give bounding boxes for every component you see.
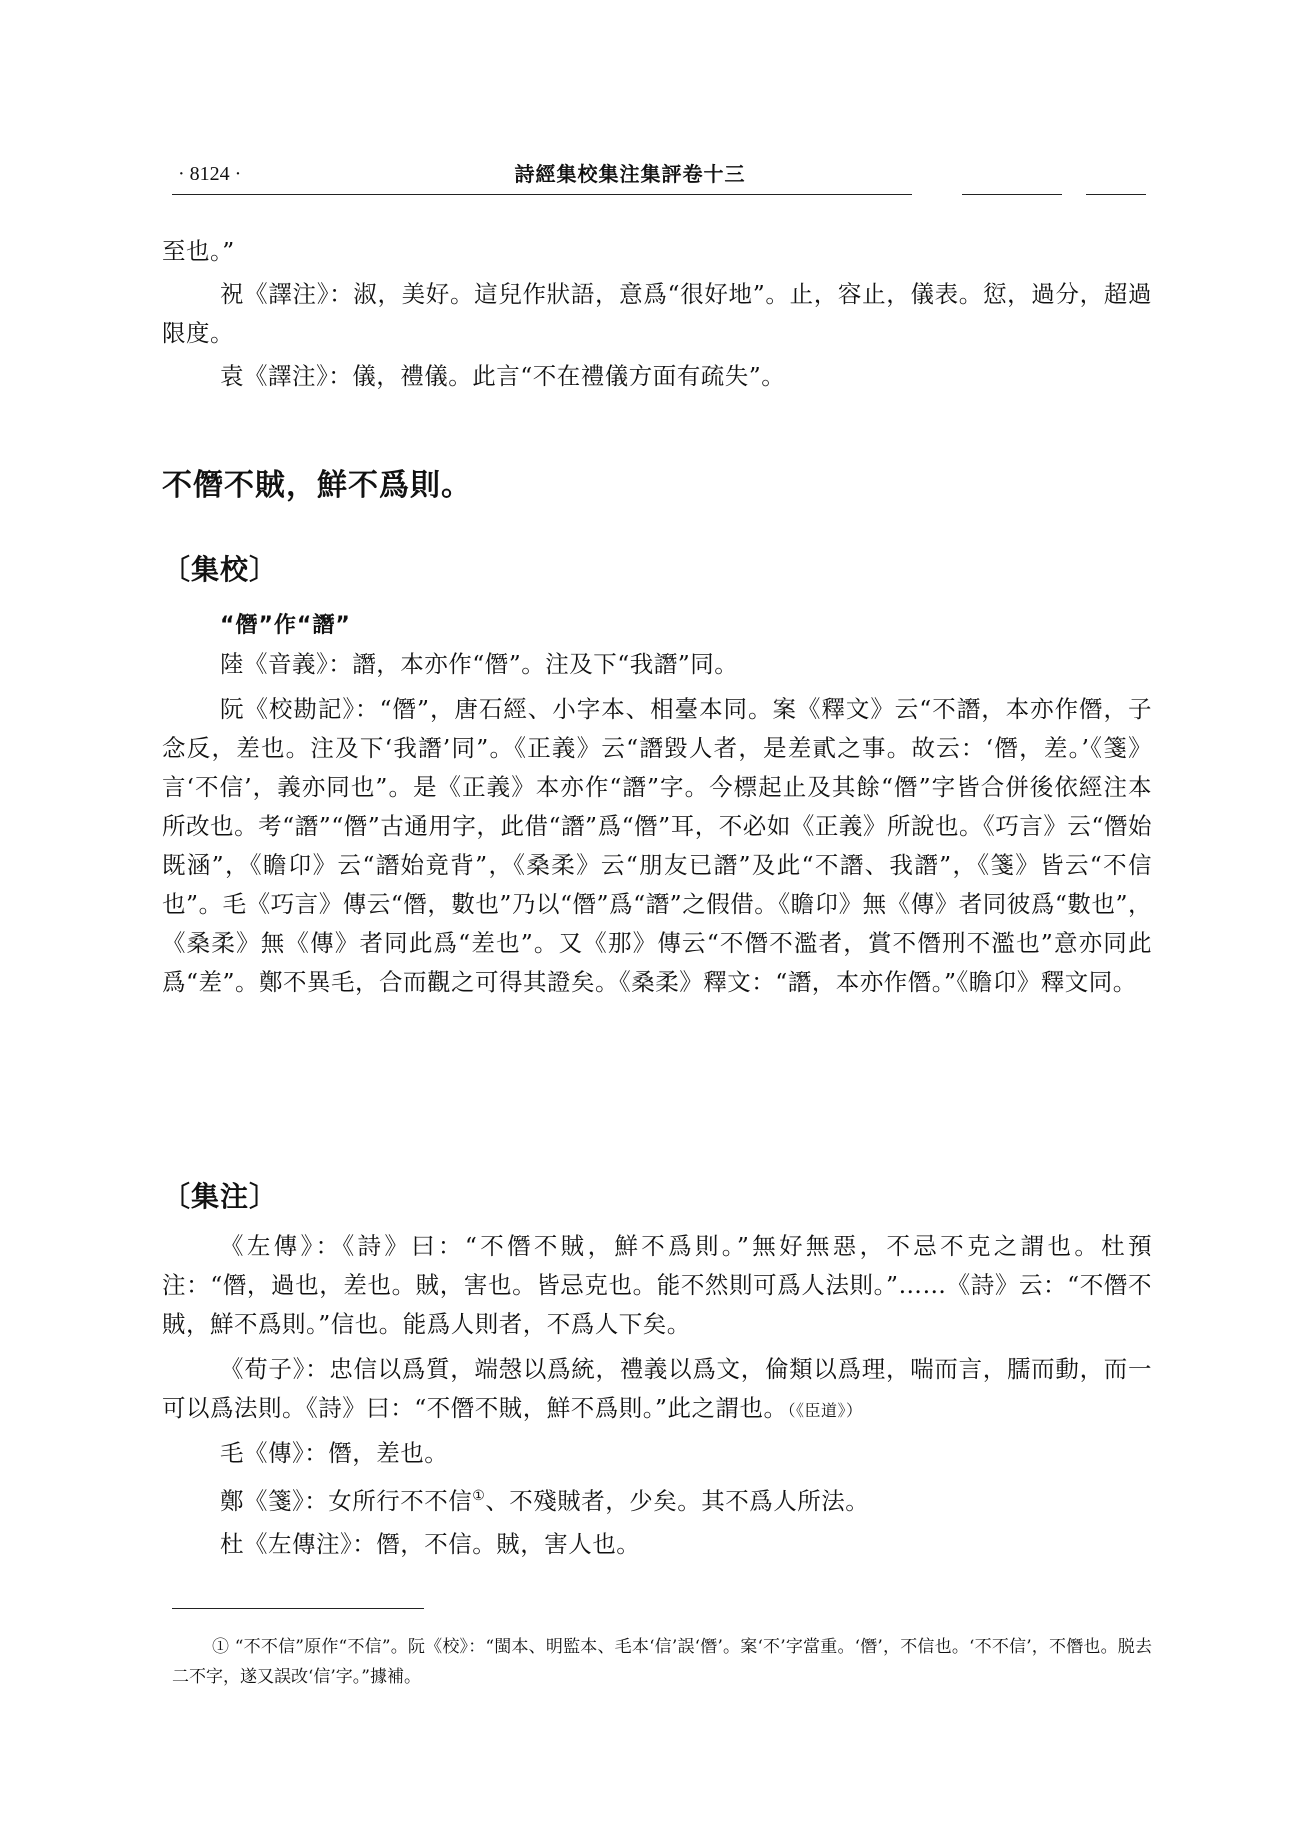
paragraph-zhu-yizhu: 祝《譯注》：淑，美好。這兒作狀語，意爲“很好地”。止，容止，儀表。愆，過分，超過限度。 [162,280,1152,347]
section-heading-jiaojiao: 〔集校〕 [162,553,279,586]
top-text-block [162,232,1152,396]
paragraph-du-zuozhuanzhu: 杜《左傳注》：僭，不信。賊，害人也。 [220,1529,641,1558]
verse-line: 不僭不賊，鮮不爲則。 [162,468,472,503]
paragraph-zheng-jian [162,1477,1152,1521]
section-heading-jizhu: 〔集注〕 [162,1180,279,1213]
paragraph-mao-zhuan: 毛《傳》：僭，差也。 [220,1439,449,1467]
paragraph-ruan-jiaokanji: 阮《校勘記》：“僭”，唐石經、小字本、相臺本同。案《釋文》云“不譖，本亦作僭，子念反，差也。注及下‘我譖’同”。《正義》云“譖毀人者，是差貳之事。故云：‘僭，差。’《箋》言‘不信’，義亦同也”。是《正義》本亦作“譖”字。今標起止及其餘“僭”字皆合併後依經注本所改也。考“譖”“僭”古通用字，此借“譖”爲“僭”耳，不必如《正義》所說也。《巧言》云“僭始既涵”，《瞻卬》云“譖始竟背”，《桑柔》云“朋友已譖”及此“不譖、我譖”，《箋》皆云“不信也”。毛《巧言》傳云“僭，數也”乃以“僭”爲“譖”之假借。《瞻卬》無《傳》者同彼爲“數也”，《桑柔》無《傳》者同此爲“差也”。又《那》傳云“不僭不濫者，賞不僭刑不濫也”意亦同此爲“差”。鄭不異毛，合而觀之可得其證矣。《桑柔》釋文：“譖，本亦作僭。”《瞻卬》釋文同。 [162,695,1152,996]
header-rule [172,194,912,195]
jizhu-section [162,1175,1152,1564]
header-rule-short [962,194,1062,195]
header-rule-end [1086,194,1146,195]
xunzi-quote: 《荀子》：忠信以爲質，端愨以爲統，禮義以爲文，倫類以爲理，喘而言，臑而動，而一可以爲法則。《詩》曰：“不僭不賊，鮮不爲則。”此之謂也。 [162,1355,1152,1422]
jiaojiao-section [162,548,1152,1002]
footnote-rule [172,1608,424,1609]
paragraph-yuan-yizhu: 袁《譯注》：儀，禮儀。此言“不在禮儀方面有疏失”。 [220,362,786,390]
running-title: 詩經集校集注集評卷十三 [514,162,746,186]
verse-block [162,460,1152,504]
variant-subheading: “僭”作“譖” [220,613,351,638]
paragraph-xunzi [162,1350,1152,1430]
xunzi-source: （《臣道》） [787,1401,863,1420]
zheng-jian-text-a: 鄭《箋》：女所行不不信 [220,1486,473,1515]
footnote-text: ① “不不信”原作“不信”。阮《校》：“閩本、明監本、毛本‘信’誤‘僭’。案‘不’字當重。‘僭’，不信也。‘不不信’，不僭也。脱去二不字，遂又誤改‘信’字。”據補。 [172,1637,1152,1687]
paragraph-lu-yinyi: 陸《音義》：譖，本亦作“僭”。注及下“我譖”同。 [220,650,739,678]
continued-line: 至也。” [162,237,235,265]
page-number: · 8124 · [178,163,242,185]
paragraph-zuozhuan: 《左傳》：《詩》曰：“不僭不賊，鮮不爲則。”無好無惡，不忌不克之謂也。杜預注：“僭，過也，差也。賊，害也。皆忌克也。能不然則可爲人法則。”……《詩》云：“不僭不賊，鮮不爲則。”信也。能爲人則者，不爲人下矣。 [162,1232,1152,1338]
zheng-jian-text-b: 、不殘賊者，少矣。其不爲人所法。 [485,1486,870,1515]
footnote-marker[interactable]: ① [472,1488,486,1504]
